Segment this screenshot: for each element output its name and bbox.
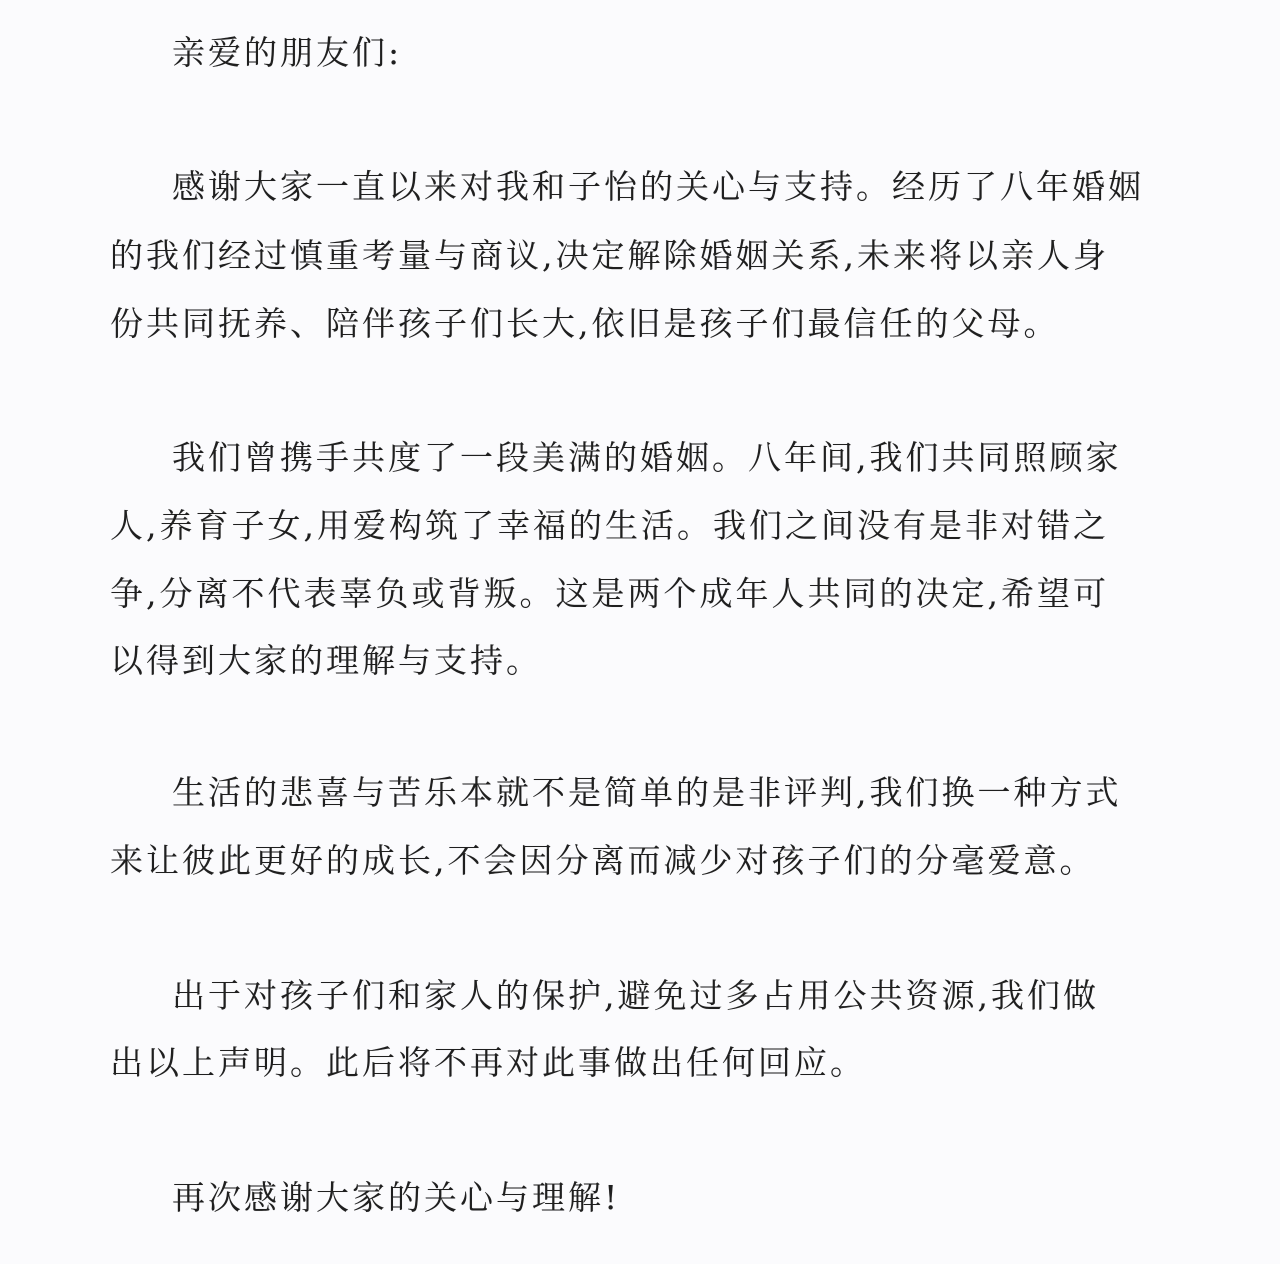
paragraph-2-line-1: 我们曾携手共度了一段美满的婚姻。八年间,我们共同照顾家 (172, 438, 1122, 477)
paragraph-1-line-2: 的我们经过慎重考量与商议,决定解除婚姻关系,未来将以亲人身 (110, 236, 1109, 275)
paragraph-3-line-2: 来让彼此更好的成长,不会因分离而减少对孩子们的分毫爱意。 (110, 841, 1096, 880)
paragraph-3-line-1: 生活的悲喜与苦乐本就不是简单的是非评判,我们换一种方式 (172, 773, 1122, 812)
paragraph-4-line-2: 出以上声明。此后将不再对此事做出任何回应。 (110, 1043, 866, 1082)
paragraph-2-line-3: 争,分离不代表辜负或背叛。这是两个成年人共同的决定,希望可 (110, 574, 1109, 613)
paragraph-2-line-4: 以得到大家的理解与支持。 (110, 641, 542, 680)
greeting: 亲爱的朋友们: (172, 33, 403, 72)
paragraph-1-line-3: 份共同抚养、陪伴孩子们长大,依旧是孩子们最信任的父母。 (110, 304, 1060, 343)
paragraph-2-line-2: 人,养育子女,用爱构筑了幸福的生活。我们之间没有是非对错之 (110, 506, 1109, 545)
closing-line: 再次感谢大家的关心与理解! (172, 1178, 621, 1217)
paragraph-1-line-1: 感谢大家一直以来对我和子怡的关心与支持。经历了八年婚姻 (172, 167, 1144, 206)
paragraph-4-line-1: 出于对孩子们和家人的保护,避免过多占用公共资源,我们做 (172, 976, 1099, 1015)
